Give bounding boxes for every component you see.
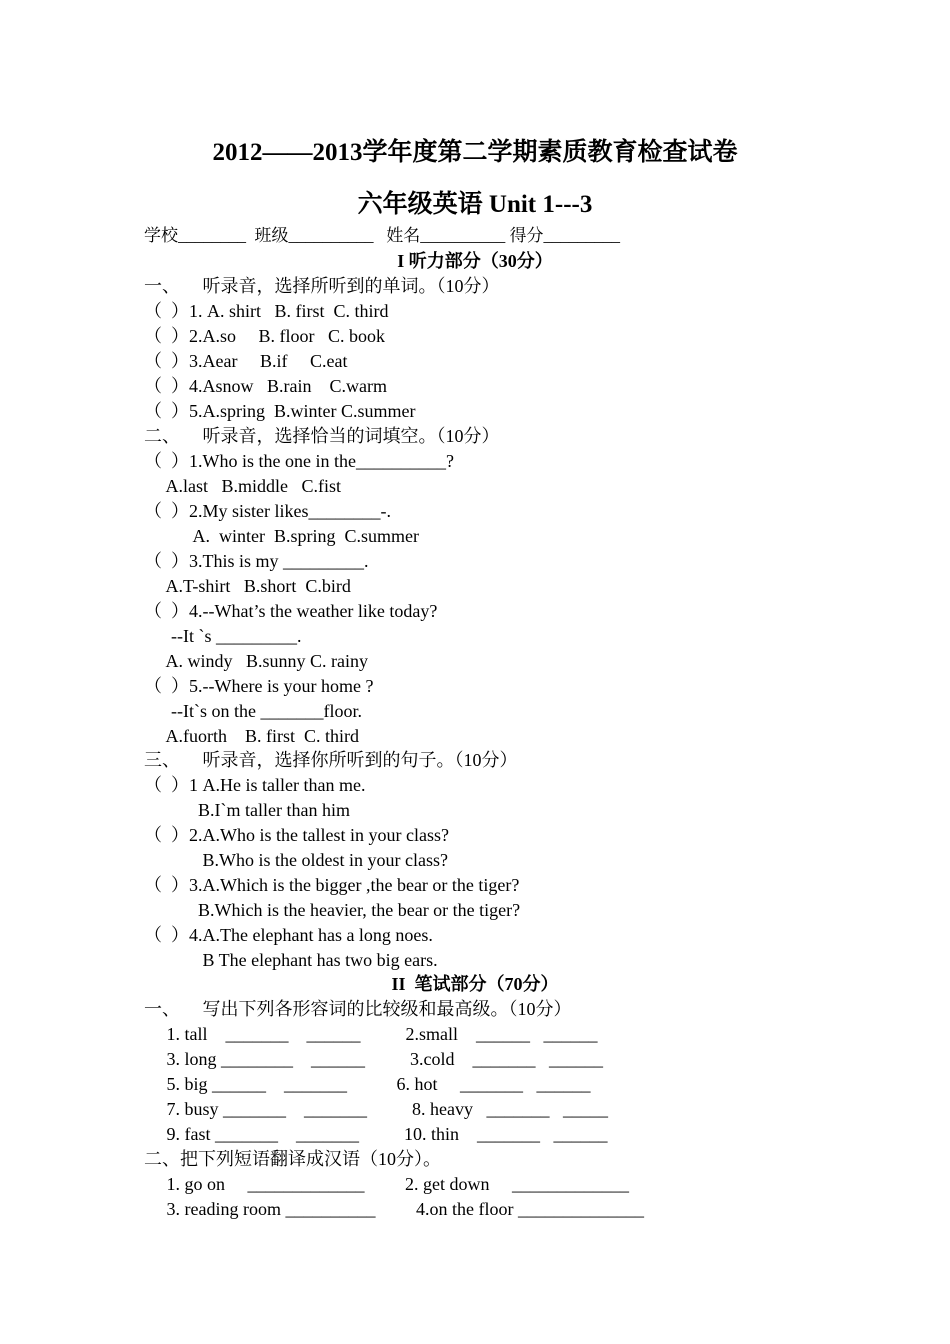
option-line: A.fuorth B. first C. third [144, 726, 359, 746]
exam-subtitle: 六年级英语 Unit 1---3 [357, 191, 593, 218]
answer-line: --It`s on the _______floor. [144, 701, 362, 721]
question-line: （ ）1.Who is the one in the__________? [144, 451, 454, 471]
question-line: （ ）5.--Where is your home ? [144, 676, 374, 696]
option-line: A. windy B.sunny C. rainy [144, 651, 369, 671]
option-line: B.I`m taller than him [144, 800, 350, 820]
exercise-line: 1. go on _____________ 2. get down _____________ [144, 1174, 629, 1194]
student-info-line: 学校________ 班级__________ 姓名__________ 得分_________ [144, 226, 620, 245]
option-line: A.T-shirt B.short C.bird [144, 576, 351, 596]
question-line: （ ）3.A.Which is the bigger ,the bear or the tiger? [144, 875, 520, 895]
question-line: （ ）3.This is my _________. [144, 551, 369, 571]
exercise-line: 5. big ______ _______ 6. hot _______ ______ [144, 1074, 591, 1094]
question-line: （ ）3.Aear B.if C.eat [144, 351, 348, 371]
option-line: B.Which is the heavier, the bear or the tiger? [144, 900, 521, 920]
option-line: B The elephant has two big ears. [144, 950, 438, 970]
section2-heading: 二、 听录音，选择恰当的词填空。（10分） [144, 426, 500, 446]
question-line: （ ）5.A.spring B.winter C.summer [144, 401, 416, 421]
question-line: （ ）4.Asnow B.rain C.warm [144, 376, 387, 396]
question-line: （ ）1 A.He is taller than me. [144, 775, 366, 795]
exercise-line: 1. tall _______ ______ 2.small ______ ______ [144, 1024, 598, 1044]
question-line: （ ）1. A. shirt B. first C. third [144, 301, 389, 321]
option-line: A.last B.middle C.fist [144, 476, 342, 496]
question-line: （ ）2.My sister likes________-. [144, 501, 391, 521]
part1-title: I 听力部分（30分） [397, 251, 553, 271]
section4-heading: 一、 写出下列各形容词的比较级和最高级。（10分） [144, 999, 572, 1019]
exam-title: 2012——2013学年度第二学期素质教育检查试卷 [212, 139, 738, 166]
exercise-line: 3. long ________ ______ 3.cold _______ ______ [144, 1049, 603, 1069]
option-line: A. winter B.spring C.summer [144, 526, 419, 546]
exercise-line: 7. busy _______ _______ 8. heavy _______ _____ [144, 1099, 608, 1119]
question-line: （ ）4.--What’s the weather like today? [144, 601, 438, 621]
question-line: （ ）2.A.so B. floor C. book [144, 326, 386, 346]
answer-line: --It `s _________. [144, 626, 302, 646]
exercise-line: 9. fast _______ _______ 10. thin _______ ______ [144, 1124, 608, 1144]
question-line: （ ）4.A.The elephant has a long noes. [144, 925, 433, 945]
exercise-line: 3. reading room __________ 4.on the floor ______________ [144, 1199, 644, 1219]
part2-title: II 笔试部分（70分） [391, 974, 559, 994]
section5-heading: 二、把下列短语翻译成汉语（10分）。 [144, 1149, 441, 1169]
question-line: （ ）2.A.Who is the tallest in your class? [144, 825, 449, 845]
option-line: B.Who is the oldest in your class? [144, 850, 448, 870]
section1-heading: 一、 听录音，选择所听到的单词。（10分） [144, 276, 500, 296]
section3-heading: 三、 听录音，选择你所听到的句子。（10分） [144, 750, 518, 770]
